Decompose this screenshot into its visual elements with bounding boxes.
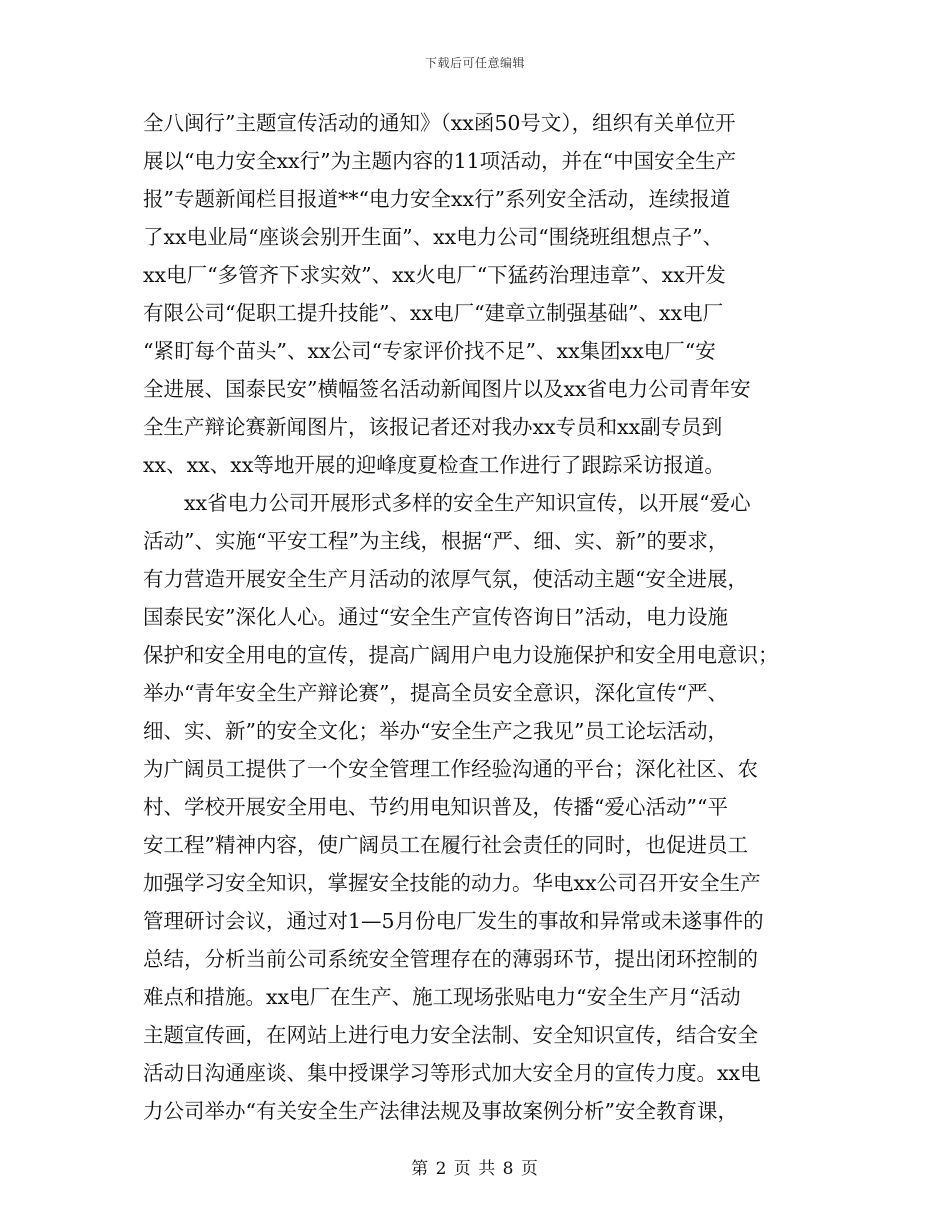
page-header: 下载后可任意编辑: [424, 56, 525, 70]
paragraph-line: 有力营造开展安全生产月活动的浓厚气氛，使活动主题“安全进展，: [143, 567, 748, 591]
paragraph-line: 活动”、实施“平安工程”为主线，根据“严、细、实、新”的要求，: [143, 529, 729, 553]
document-body: [143, 104, 799, 1130]
paragraph-line: “紧盯每个苗头”、xx公司“专家评价找不足”、xx集团xx电厂“安: [143, 339, 716, 363]
paragraph-line: 力公司举办“有关安全生产法律法规及事故案例分析”安全教育课，: [143, 1099, 738, 1123]
page-footer: 第 2 页 共 8 页: [411, 1159, 539, 1179]
paragraph-line: 主题宣传画，在网站上进行电力安全法制、安全知识宣传，结合安全: [143, 1023, 758, 1047]
paragraph-line: 活动日沟通座谈、集中授课学习等形式加大安全月的宣传力度。xx电: [143, 1061, 761, 1085]
paragraph-line: 国泰民安”深化人心。通过“安全生产宣传咨询日”活动，电力设施: [143, 605, 728, 629]
paragraph-line: 难点和措施。xx电厂在生产、施工现场张贴电力“安全生产月“活动: [143, 985, 741, 1009]
paragraph-line: 了xx电业局“座谈会别开生面”、xx电力公司“围绕班组想点子”、: [143, 225, 724, 249]
paragraph-line: 细、实、新”的安全文化；举办“安全生产之我见”员工论坛活动，: [143, 719, 728, 743]
paragraph-line: 保护和安全用电的宣传，提高广阔用户电力设施保护和安全用电意识；: [143, 643, 779, 667]
paragraph-line: xx省电力公司开展形式多样的安全生产知识宣传，以开展“爱心: [184, 491, 751, 515]
paragraph-line: 报”专题新闻栏目报道**“电力安全xx行”系列安全活动，连续报道: [143, 187, 731, 211]
paragraph-line: 全八闽行”主题宣传活动的通知》（xx函50号文），组织有关单位开: [143, 111, 736, 135]
paragraph-line: 总结，分析当前公司系统安全管理存在的薄弱环节，提出闭环控制的: [143, 947, 758, 971]
paragraph-line: 安工程”精神内容，使广阔员工在履行社会责任的同时，也促进员工: [143, 833, 748, 857]
paragraph-line: 村、学校开展安全用电、节约用电知识普及，传播“爱心活动”“平: [143, 795, 728, 819]
paragraph-line: xx、xx、xx等地开展的迎峰度夏检查工作进行了跟踪采访报道。: [143, 453, 725, 477]
paragraph-line: 加强学习安全知识，掌握安全技能的动力。华电xx公司召开安全生产: [143, 871, 761, 895]
paragraph-line: 全生产辩论赛新闻图片，该报记者还对我办xx专员和xx副专员到: [143, 415, 723, 439]
paragraph-line: 为广阔员工提供了一个安全管理工作经验沟通的平台；深化社区、农: [143, 757, 758, 781]
paragraph-line: 全进展、国泰民安”横幅签名活动新闻图片以及xx省电力公司青年安: [143, 377, 751, 401]
paragraph-line: xx电厂“多管齐下求实效”、xx火电厂“下猛药治理违章”、xx开发: [143, 263, 726, 287]
paragraph-line: 举办“青年安全生产辩论赛”，提高全员安全意识，深化宣传“严、: [143, 681, 728, 705]
paragraph-line: 展以“电力安全xx行”为主题内容的11项活动，并在“中国安全生产: [143, 149, 737, 173]
paragraph-line: 有限公司“促职工提升技能”、xx电厂“建章立制强基础”、xx电厂: [143, 301, 724, 325]
paragraph-line: 管理研讨会议，通过对1—5月份电厂发生的事故和异常或未遂事件的: [143, 909, 764, 933]
